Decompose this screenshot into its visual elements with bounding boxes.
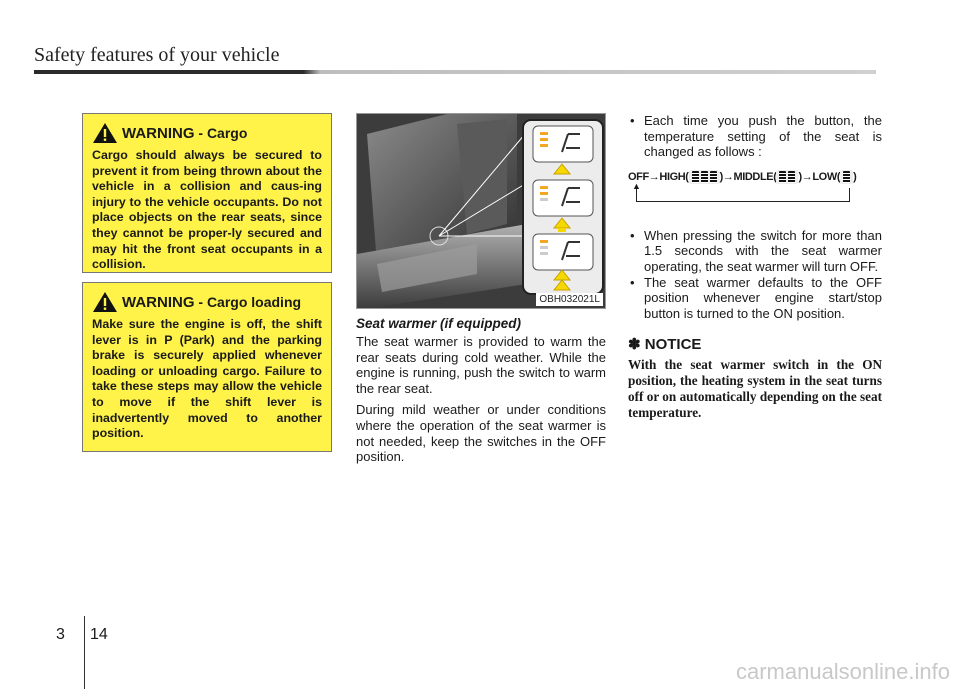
warning-title: WARNING - Cargo bbox=[122, 124, 248, 142]
lamp-middle-icon bbox=[776, 170, 798, 184]
watermark: carmanualsonline.info bbox=[735, 659, 950, 684]
up-arrow-icon: ▲ bbox=[632, 180, 641, 191]
warning-text: Make sure the engine is off, the shift lever is in P (Park) and the parking brake is securely applied whenever loading or unloading cargo. Failure to take these steps may allow the vehicle to move if the shift lever is inadvertently moved to another position. bbox=[92, 317, 322, 441]
page-number: 14 bbox=[90, 626, 108, 643]
right-column bbox=[628, 113, 882, 421]
rear-seat-illustration bbox=[357, 114, 606, 309]
sequence-text: OFF → HIGH( ) → MIDDLE( ) → LOW( ) bbox=[628, 170, 857, 183]
warning-triangle-icon bbox=[92, 291, 118, 313]
header-rule bbox=[34, 70, 876, 74]
bullet-item: • Each time you push the button, the temperature setting of the seat is changed as follows : bbox=[628, 113, 882, 160]
notice-heading: ✽ NOTICE bbox=[628, 336, 702, 354]
paragraph: During mild weather or under conditions where the operation of the seat warmer is not needed, keep the switches in the OFF position. bbox=[356, 402, 606, 465]
warning-header bbox=[92, 122, 322, 144]
rear-seat-warmer-figure bbox=[356, 113, 606, 309]
seat-warmer-section bbox=[356, 316, 606, 471]
bullet-item: • The seat warmer defaults to the OFF position whenever engine start/stop button is turned to the ON position. bbox=[628, 275, 882, 322]
warning-box-cargo bbox=[82, 113, 332, 273]
figure-code: OBH032021L bbox=[536, 293, 603, 306]
section-heading: Seat warmer (if equipped) bbox=[356, 316, 522, 331]
lamp-high-icon bbox=[689, 170, 720, 184]
chapter-number: 3 bbox=[56, 626, 65, 643]
paragraph: The seat warmer is provided to warm the rear seats during cold weather. While the engine is running, push the switch to warm the rear seat. bbox=[356, 334, 606, 396]
warning-header bbox=[92, 291, 322, 313]
temperature-sequence bbox=[628, 170, 882, 220]
page-header-title: Safety features of your vehicle bbox=[34, 44, 280, 66]
notice-text: With the seat warmer switch in the ON position, the heating system in the seat turns off or on automatically depending on the seat temperature. bbox=[628, 357, 882, 420]
warning-box-cargo-loading bbox=[82, 282, 332, 452]
warning-title: WARNING - Cargo loading bbox=[122, 293, 302, 311]
footer-rule bbox=[84, 616, 85, 689]
warning-text: Cargo should always be secured to prevent it from being thrown about the vehicle in a collision and caus-ing injury to the vehicle occupants. Do not place objects on the rear seats, since they cannot be proper-ly secured and may hit the front seat occupants in a collision. bbox=[92, 148, 322, 272]
bullet-item: • When pressing the switch for more than 1.5 seconds with the seat warmer operating, the seat warmer will turn OFF. bbox=[628, 228, 882, 275]
warning-triangle-icon bbox=[92, 122, 118, 144]
sequence-loop-line bbox=[636, 188, 850, 202]
lamp-low-icon bbox=[840, 170, 853, 184]
